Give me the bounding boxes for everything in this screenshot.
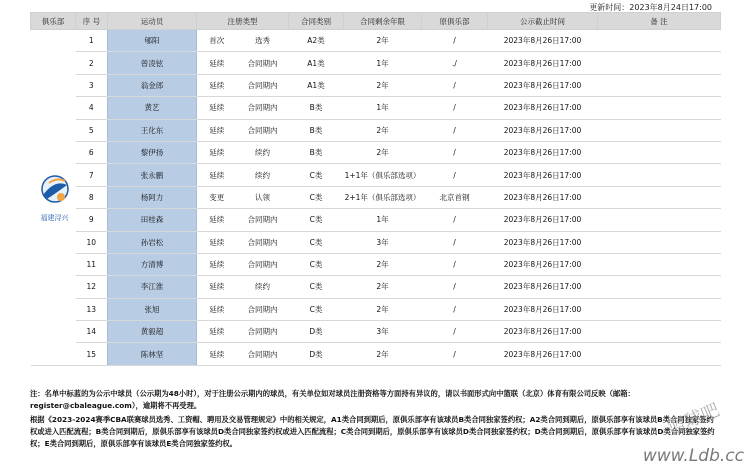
cell-number: 11 bbox=[76, 253, 108, 275]
cell-registration-subtype: 认领 bbox=[237, 186, 289, 208]
cell-registration-type: 延续 bbox=[197, 52, 237, 74]
cell-player-name: 黄艺 bbox=[108, 97, 197, 119]
cell-registration-subtype: 合同期内 bbox=[237, 209, 289, 231]
cell-previous-club: / bbox=[422, 343, 488, 365]
cell-number: 10 bbox=[76, 231, 108, 253]
cell-remarks bbox=[598, 30, 721, 52]
cell-previous-club: / bbox=[422, 231, 488, 253]
cell-number: 3 bbox=[76, 74, 108, 96]
cell-contract-years: 1+1年（俱乐部选项） bbox=[344, 164, 422, 186]
cell-contract-category: C类 bbox=[289, 276, 344, 298]
header-previous-club: 原俱乐部 bbox=[422, 13, 488, 30]
cell-deadline: 2023年8月26日17:00 bbox=[488, 209, 598, 231]
header-number: 序 号 bbox=[76, 13, 108, 30]
note-public-notice: 注：名单中标蓝的为公示中球员（公示期为48小时），对于注册公示期内的球员，有关单位如对球员注册资格等方面持有异议的，请以书面形式向中篮联（北京）体育有限公司反映（邮箱：register@cbaleague.com），逾期将不再受理。 bbox=[30, 389, 635, 410]
cell-deadline: 2023年8月26日17:00 bbox=[488, 74, 598, 96]
cell-registration-subtype: 续约 bbox=[237, 141, 289, 163]
cell-player-name: 翁金郎 bbox=[108, 74, 197, 96]
cell-contract-years: 2年 bbox=[344, 141, 422, 163]
table-row bbox=[31, 253, 721, 275]
table-row bbox=[31, 276, 721, 298]
cell-contract-category: A1类 bbox=[289, 52, 344, 74]
cell-previous-club: / bbox=[422, 30, 488, 52]
header-registration-type: 注册类型 bbox=[197, 13, 289, 30]
cell-remarks bbox=[598, 119, 721, 141]
header-player: 运动员 bbox=[108, 13, 197, 30]
cell-deadline: 2023年8月26日17:00 bbox=[488, 30, 598, 52]
table-row bbox=[31, 119, 721, 141]
cell-player-name: 郇阳 bbox=[108, 30, 197, 52]
player-registration-table bbox=[30, 12, 721, 366]
cell-registration-subtype: 续约 bbox=[237, 276, 289, 298]
cell-number: 4 bbox=[76, 97, 108, 119]
cell-contract-category: C类 bbox=[289, 209, 344, 231]
cell-remarks bbox=[598, 141, 721, 163]
cell-contract-years: 2年 bbox=[344, 119, 422, 141]
cell-player-name: 田桂森 bbox=[108, 209, 197, 231]
cell-number: 9 bbox=[76, 209, 108, 231]
cell-player-name: 张旭 bbox=[108, 298, 197, 320]
cell-number: 1 bbox=[76, 30, 108, 52]
cell-number: 12 bbox=[76, 276, 108, 298]
cell-number: 6 bbox=[76, 141, 108, 163]
club-name: 福建浔兴 bbox=[40, 214, 69, 223]
cell-registration-subtype: 合同期内 bbox=[237, 74, 289, 96]
cell-remarks bbox=[598, 343, 721, 365]
cell-contract-years: 2年 bbox=[344, 276, 422, 298]
table-row bbox=[31, 52, 721, 74]
table-row bbox=[31, 97, 721, 119]
cell-remarks bbox=[598, 253, 721, 275]
cell-registration-type: 变更 bbox=[197, 186, 237, 208]
cell-previous-club: / bbox=[422, 74, 488, 96]
cell-deadline: 2023年8月26日17:00 bbox=[488, 164, 598, 186]
cell-player-name: 孙岩松 bbox=[108, 231, 197, 253]
cell-registration-type: 延续 bbox=[197, 298, 237, 320]
table-header-row bbox=[31, 13, 721, 30]
update-time: 更新时间：2023年8月24日17:00 bbox=[589, 3, 712, 12]
cell-contract-years: 2年 bbox=[344, 298, 422, 320]
cell-registration-type: 延续 bbox=[197, 119, 237, 141]
cell-deadline: 2023年8月26日17:00 bbox=[488, 321, 598, 343]
cell-contract-years: 2+1年（俱乐部选项） bbox=[344, 186, 422, 208]
table-row bbox=[31, 209, 721, 231]
cell-previous-club: / bbox=[422, 209, 488, 231]
cell-number: 5 bbox=[76, 119, 108, 141]
club-cell bbox=[31, 30, 76, 366]
cell-player-name: 方清博 bbox=[108, 253, 197, 275]
club-logo bbox=[31, 171, 76, 223]
cell-registration-type: 延续 bbox=[197, 321, 237, 343]
cell-number: 15 bbox=[76, 343, 108, 365]
cell-previous-club: ./ bbox=[422, 52, 488, 74]
header-deadline: 公示截止时间 bbox=[488, 13, 598, 30]
header-contract-years: 合同剩余年限 bbox=[344, 13, 422, 30]
cell-deadline: 2023年8月26日17:00 bbox=[488, 52, 598, 74]
cell-registration-subtype: 合同期内 bbox=[237, 298, 289, 320]
cell-remarks bbox=[598, 164, 721, 186]
note-contract-rules: 根据《2023-2024赛季CBA联赛球员选秀、工资帽、聘用及交易管理规定》中的相关规定，A1类合同到期后，原俱乐部享有该球员B类合同独家签约权；A2类合同到期后，原俱乐部享有该球员B类合同独家签约权或进入匹配流程；B类合同到期后，原俱乐部享有该球员D类合同独家签约权或进入匹配流程；C类合同到期后，原俱乐部享有该球员D类合同独家签约权；D类合同到期后，原俱乐部享有该球员D类合同独家签约权；E类合同到期后，原俱乐部享有该球员E类合同独家签约权。 bbox=[30, 415, 715, 448]
cell-player-name: 杨阿力 bbox=[108, 186, 197, 208]
watermark-url: www.Ldb.cc bbox=[642, 446, 744, 466]
cell-number: 2 bbox=[76, 52, 108, 74]
cell-contract-category: C类 bbox=[289, 298, 344, 320]
table-row bbox=[31, 164, 721, 186]
table-row bbox=[31, 343, 721, 365]
cell-contract-years: 2年 bbox=[344, 343, 422, 365]
cell-registration-type: 延续 bbox=[197, 231, 237, 253]
cell-remarks bbox=[598, 186, 721, 208]
cell-previous-club: / bbox=[422, 253, 488, 275]
cell-contract-years: 3年 bbox=[344, 321, 422, 343]
cell-contract-category: C类 bbox=[289, 164, 344, 186]
cell-registration-type: 延续 bbox=[197, 209, 237, 231]
cell-player-name: 黎伊扬 bbox=[108, 141, 197, 163]
watermark-chinese: 篮球吧 bbox=[664, 399, 723, 440]
cell-contract-category: D类 bbox=[289, 321, 344, 343]
cell-previous-club: / bbox=[422, 119, 488, 141]
table-row bbox=[31, 141, 721, 163]
cell-registration-type: 延续 bbox=[197, 141, 237, 163]
cell-previous-club: / bbox=[422, 321, 488, 343]
cell-player-name: 黄毅超 bbox=[108, 321, 197, 343]
header-contract-category: 合同类别 bbox=[289, 13, 344, 30]
table-row bbox=[31, 186, 721, 208]
cell-previous-club: / bbox=[422, 141, 488, 163]
cell-number: 14 bbox=[76, 321, 108, 343]
cell-registration-subtype: 合同期内 bbox=[237, 253, 289, 275]
cell-contract-years: 1年 bbox=[344, 97, 422, 119]
cell-number: 13 bbox=[76, 298, 108, 320]
header-club: 俱乐部 bbox=[31, 13, 76, 30]
cell-contract-category: A2类 bbox=[289, 30, 344, 52]
cell-contract-category: C类 bbox=[289, 253, 344, 275]
cell-registration-type: 延续 bbox=[197, 97, 237, 119]
cell-deadline: 2023年8月26日17:00 bbox=[488, 343, 598, 365]
club-logo-icon bbox=[37, 171, 73, 211]
cell-previous-club: 北京首钢 bbox=[422, 186, 488, 208]
cell-registration-type: 延续 bbox=[197, 253, 237, 275]
cell-registration-subtype: 选秀 bbox=[237, 30, 289, 52]
cell-registration-type: 延续 bbox=[197, 74, 237, 96]
cell-contract-category: B类 bbox=[289, 141, 344, 163]
cell-contract-years: 2年 bbox=[344, 253, 422, 275]
table-row bbox=[31, 74, 721, 96]
cell-registration-subtype: 合同期内 bbox=[237, 231, 289, 253]
table-row bbox=[31, 321, 721, 343]
cell-deadline: 2023年8月26日17:00 bbox=[488, 97, 598, 119]
cell-remarks bbox=[598, 52, 721, 74]
cell-player-name: 陈林坚 bbox=[108, 343, 197, 365]
cell-remarks bbox=[598, 74, 721, 96]
table-row bbox=[31, 298, 721, 320]
cell-player-name: 李江淮 bbox=[108, 276, 197, 298]
cell-contract-years: 3年 bbox=[344, 231, 422, 253]
cell-deadline: 2023年8月26日17:00 bbox=[488, 119, 598, 141]
cell-remarks bbox=[598, 276, 721, 298]
cell-contract-years: 2年 bbox=[344, 30, 422, 52]
cell-contract-years: 2年 bbox=[344, 74, 422, 96]
cell-deadline: 2023年8月26日17:00 bbox=[488, 141, 598, 163]
cell-registration-subtype: 续约 bbox=[237, 164, 289, 186]
cell-previous-club: / bbox=[422, 276, 488, 298]
cell-player-name: 张永鹏 bbox=[108, 164, 197, 186]
cell-remarks bbox=[598, 231, 721, 253]
cell-registration-subtype: 合同期内 bbox=[237, 52, 289, 74]
cell-player-name: 曾凌铉 bbox=[108, 52, 197, 74]
cell-registration-subtype: 合同期内 bbox=[237, 343, 289, 365]
cell-number: 7 bbox=[76, 164, 108, 186]
cell-number: 8 bbox=[76, 186, 108, 208]
cell-registration-subtype: 合同期内 bbox=[237, 97, 289, 119]
cell-registration-type: 延续 bbox=[197, 276, 237, 298]
cell-contract-category: D类 bbox=[289, 343, 344, 365]
cell-remarks bbox=[598, 209, 721, 231]
cell-deadline: 2023年8月26日17:00 bbox=[488, 253, 598, 275]
cell-remarks bbox=[598, 97, 721, 119]
cell-contract-years: 1年 bbox=[344, 209, 422, 231]
cell-contract-category: B类 bbox=[289, 97, 344, 119]
cell-contract-category: C类 bbox=[289, 186, 344, 208]
cell-previous-club: / bbox=[422, 164, 488, 186]
cell-contract-years: 1年 bbox=[344, 52, 422, 74]
cell-previous-club: / bbox=[422, 298, 488, 320]
cell-registration-type: 延续 bbox=[197, 343, 237, 365]
cell-previous-club: / bbox=[422, 97, 488, 119]
cell-deadline: 2023年8月26日17:00 bbox=[488, 231, 598, 253]
cell-registration-type: 首次 bbox=[197, 30, 237, 52]
cell-deadline: 2023年8月26日17:00 bbox=[488, 276, 598, 298]
cell-remarks bbox=[598, 298, 721, 320]
table-row bbox=[31, 30, 721, 52]
cell-remarks bbox=[598, 321, 721, 343]
header-remarks: 备 注 bbox=[598, 13, 721, 30]
cell-deadline: 2023年8月26日17:00 bbox=[488, 186, 598, 208]
cell-deadline: 2023年8月26日17:00 bbox=[488, 298, 598, 320]
cell-contract-category: B类 bbox=[289, 119, 344, 141]
cell-registration-subtype: 合同期内 bbox=[237, 321, 289, 343]
cell-contract-category: C类 bbox=[289, 231, 344, 253]
cell-player-name: 王化东 bbox=[108, 119, 197, 141]
cell-registration-type: 延续 bbox=[197, 164, 237, 186]
cell-contract-category: A1类 bbox=[289, 74, 344, 96]
table-row bbox=[31, 231, 721, 253]
cell-registration-subtype: 合同期内 bbox=[237, 119, 289, 141]
